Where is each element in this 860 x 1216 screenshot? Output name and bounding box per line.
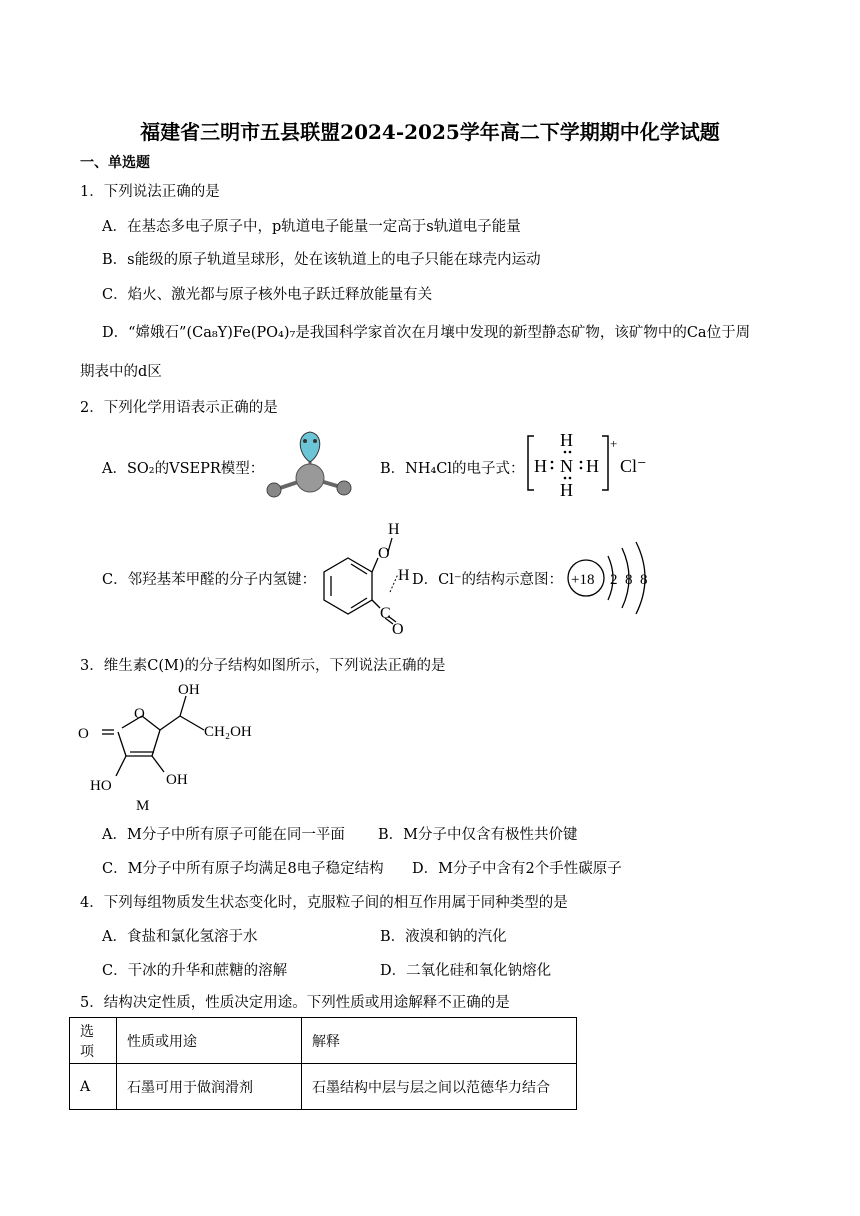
h-atom-right: H [586, 456, 599, 476]
q2-stem: 2．下列化学用语表示正确的是 [80, 400, 278, 416]
q2-b-formula: NH₄Cl [405, 461, 453, 477]
q1-option-d [102, 321, 750, 342]
q2-a-formula: SO₂ [126, 461, 155, 477]
central-atom [296, 464, 324, 492]
hydroxyl-left: HO [90, 778, 112, 794]
q2-a-label: A． [102, 461, 127, 477]
table-cell: A [70, 1064, 117, 1110]
q2-a-text: 的VSEPR模型： [154, 461, 265, 477]
so2-vsepr-model [262, 428, 362, 500]
q4-option-a: A．食盐和氯化氢溶于水 [102, 929, 258, 945]
table-row [70, 1064, 577, 1110]
q2-option-d [412, 568, 563, 589]
hydroxyl-oxygen: O [378, 545, 390, 562]
section-heading: 一、单选题 [80, 155, 150, 171]
shell-2-count: 8 [625, 572, 633, 588]
q1-option-d-prefix: D．“嫦娥石” [102, 325, 187, 341]
q1-option-b: B．s能级的原子轨道呈球形，处在该轨道上的电子只能在球壳内运动 [102, 252, 541, 268]
q2-d-ion: Cl⁻ [438, 572, 462, 588]
hydroxyl-top: OH [178, 682, 200, 698]
q2-option-c: C．邻羟基苯甲醛的分子内氢键： [102, 572, 317, 588]
q4-stem: 4．下列每组物质发生状态变化时，克服粒子间的相互作用属于同种类型的是 [80, 895, 568, 911]
q4-option-c: C．干冰的升华和蔗糖的溶解 [102, 963, 288, 979]
vitamin-c-structure [74, 676, 274, 816]
q3-option-d: D．M分子中含有2个手性碳原子 [412, 861, 622, 877]
q4-option-b: B．液溴和钠的汽化 [380, 929, 507, 945]
q3-option-c: C．M分子中所有原子均满足8电子稳定结构 [102, 861, 384, 877]
chloride-structure-diagram [564, 540, 664, 620]
q3-stem: 3．维生素C(M)的分子结构如图所示，下列说法正确的是 [80, 658, 446, 674]
q1-option-d-rest: 是我国科学家首次在月壤中发现的新型静态矿物，该矿物中的Ca位于周 [295, 325, 751, 341]
q2-option-b [380, 457, 525, 478]
table-header-cell: 性质或用途 [117, 1018, 302, 1064]
carbonyl-oxygen: O [392, 621, 404, 638]
q2-d-text: 的结构示意图： [461, 572, 564, 588]
table-header-cell: 选项 [70, 1018, 117, 1064]
ligand-atom [337, 481, 351, 495]
structure-label: M [136, 798, 150, 814]
h-atom-top: H [560, 430, 573, 450]
q2-d-label: D． [412, 572, 439, 588]
table-header-cell: 解释 [302, 1018, 577, 1064]
q2-b-label: B． [380, 461, 406, 477]
page-title: 福建省三明市五县联盟2024-2025学年高二下学期期中化学试题 [140, 120, 720, 144]
hydrogen-bond [390, 574, 398, 592]
chloride-ion: Cl⁻ [620, 456, 647, 476]
ch2oh-group: CH₂OH [204, 724, 252, 740]
q3-option-a: A．M分子中所有原子可能在同一平面 [102, 827, 345, 843]
ring-oxygen: O [134, 706, 145, 722]
ligand-atom [267, 483, 281, 497]
q2-b-text: 的电子式： [452, 461, 525, 477]
q1-option-a: A．在基态多电子原子中，p轨道电子能量一定高于s轨道电子能量 [102, 219, 521, 235]
q4-option-d: D．二氧化硅和氧化钠熔化 [380, 963, 552, 979]
aldehyde-hydrogen: H [398, 567, 410, 584]
q1-stem: 1．下列说法正确的是 [80, 184, 220, 200]
shell-3-count: 8 [640, 572, 648, 588]
q3-option-b: B．M分子中仅含有极性共价键 [378, 827, 578, 843]
table-header-row [70, 1018, 577, 1064]
q5-table [69, 1017, 577, 1110]
h-atom-left: H [534, 456, 547, 476]
carbonyl-carbon: C [380, 605, 391, 622]
nucleus-charge: +18 [571, 572, 595, 588]
n-atom: N [560, 456, 573, 476]
hydroxyl-hydrogen: H [388, 521, 400, 538]
q1-option-c: C．焰火、激光都与原子核外电子跃迁释放能量有关 [102, 287, 433, 303]
shell-1-count: 2 [610, 572, 618, 588]
q1-option-d-formula: (Ca₈Y)Fe(PO₄)₇ [186, 325, 296, 341]
ammonium-charge: + [610, 436, 618, 451]
q5-stem: 5．结构决定性质，性质决定用途。下列性质或用途解释不正确的是 [80, 995, 510, 1011]
table-cell: 石墨结构中层与层之间以范德华力结合 [302, 1064, 577, 1110]
table-cell: 石墨可用于做润滑剂 [117, 1064, 302, 1110]
nh4cl-electron-formula [520, 428, 660, 500]
hydroxyl-right: OH [166, 772, 188, 788]
carbonyl-oxygen: O [78, 726, 89, 742]
q2-option-a [102, 457, 264, 478]
h-atom-bottom: H [560, 480, 573, 500]
q1-option-d-line2: 期表中的d区 [80, 364, 162, 380]
lone-pair-lobe [300, 432, 320, 462]
